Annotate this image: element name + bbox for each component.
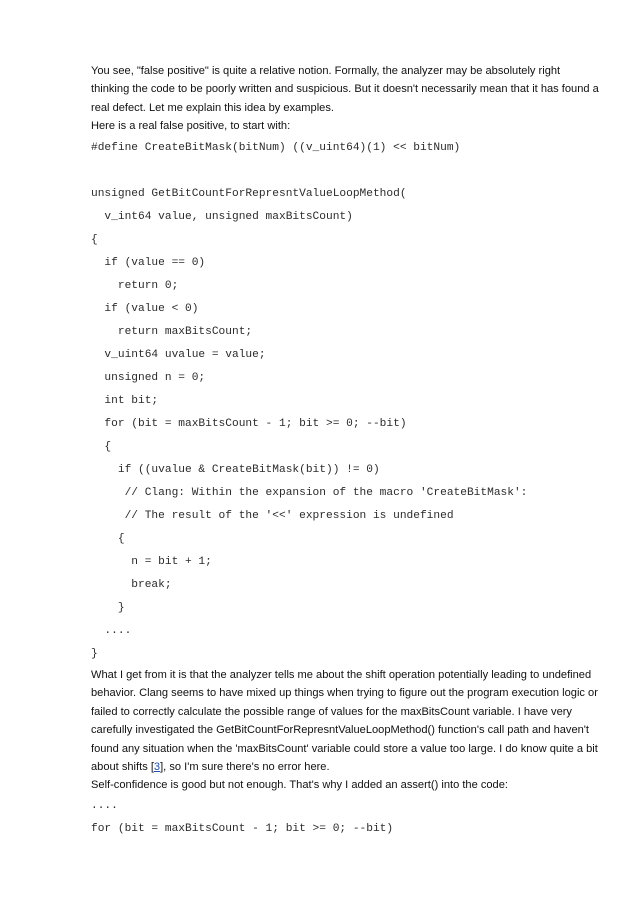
code-line: unsigned n = 0; <box>91 372 206 384</box>
code-line: .... <box>91 800 118 812</box>
reference-link[interactable]: 3 <box>153 761 161 774</box>
code-line: v_int64 value, unsigned maxBitsCount) <box>91 211 353 223</box>
code-comment-line: // Clang: Within the expansion of the macro 'CreateBitMask': <box>91 487 528 499</box>
code-line: #define CreateBitMask(bitNum) ((v_uint64)(1) << bitNum) <box>91 142 461 154</box>
code-line: n = bit + 1; <box>91 556 212 568</box>
code-line: for (bit = maxBitsCount - 1; bit >= 0; --bit) <box>91 823 394 835</box>
code-comment-line: // The result of the '<<' expression is undefined <box>91 510 454 522</box>
lead-in-paragraph: Here is a real false positive, to start with: <box>91 120 291 132</box>
code-line: v_uint64 uvalue = value; <box>91 349 266 361</box>
explanation-line-3: failed to correctly calculate the possible range of values for the maxBitsCount variable. I have very <box>91 705 572 718</box>
code-line: if (value < 0) <box>91 303 199 315</box>
code-line: return 0; <box>91 280 179 292</box>
code-line: if ((uvalue & CreateBitMask(bit)) != 0) <box>91 464 380 476</box>
explanation-line-6-start: about shifts [ <box>91 761 154 774</box>
code-line: } <box>91 602 125 614</box>
explanation-line-5: found any situation when the 'maxBitsCount' variable could store a value too large. I do know quite a bit <box>91 742 598 755</box>
code-line: for (bit = maxBitsCount - 1; bit >= 0; --bit) <box>91 418 407 430</box>
code-line: unsigned GetBitCountForRepresntValueLoopMethod( <box>91 188 407 200</box>
explanation-line-1: What I get from it is that the analyzer tells me about the shift operation potentially leading to undefined <box>91 669 592 681</box>
explanation-paragraph <box>91 666 603 776</box>
intro-line-1: You see, "false positive" is quite a relative notion. Formally, the analyzer may be absolutely right <box>91 65 561 77</box>
intro-line-3: real defect. Let me explain this idea by examples. <box>91 101 334 114</box>
explanation-line-6-end: ], so I'm sure there's no error here. <box>160 761 330 774</box>
code-line: if (value == 0) <box>91 257 206 269</box>
explanation-line-2: behavior. Clang seems to have mixed up things when trying to figure out the program execution logic or <box>91 687 598 700</box>
code-line: { <box>91 234 98 246</box>
explanation-line-4: carefully investigated the GetBitCountForRepresntValueLoopMethod() function's call path and haven't <box>91 724 589 737</box>
code-line: { <box>91 533 125 545</box>
code-line: } <box>91 648 98 660</box>
code-line: .... <box>91 625 132 637</box>
code-line: return maxBitsCount; <box>91 326 253 338</box>
intro-line-2: thinking the code to be poorly written and suspicious. But it doesn't necessarily mean that it has found a <box>91 83 599 96</box>
assert-intro-paragraph: Self-confidence is good but not enough. That's why I added an assert() into the code: <box>91 779 508 791</box>
intro-paragraph <box>91 62 603 117</box>
code-line: int bit; <box>91 395 159 407</box>
code-line: break; <box>91 579 172 591</box>
code-line: { <box>91 441 112 453</box>
